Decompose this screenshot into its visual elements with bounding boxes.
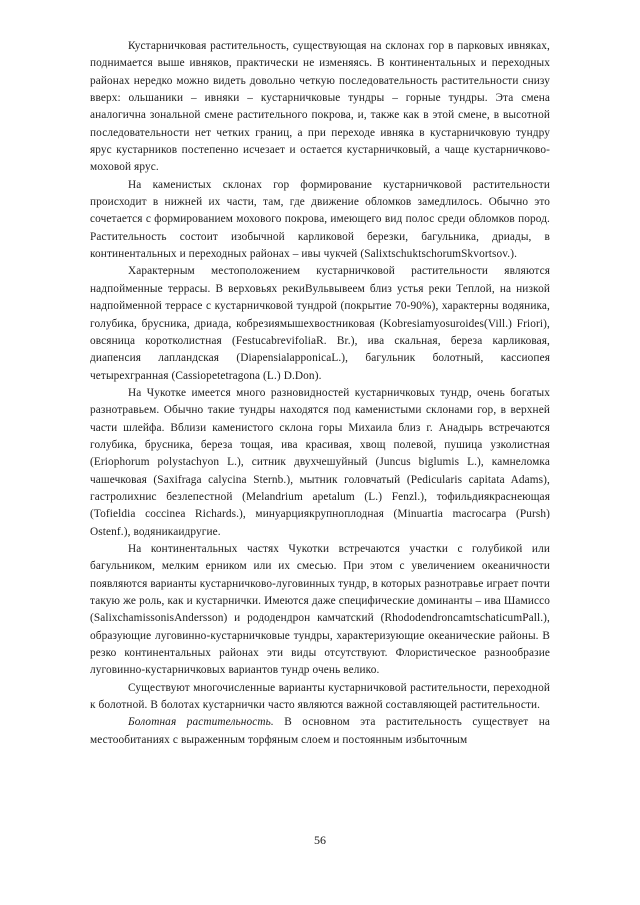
paragraph-5: На континентальных частях Чукотки встречаются участки с голубикой или багульником, мелким ерником или их смесью. При этом с увеличением океаничности появляются варианты кустарничково-луговинных тундр, в которых разнотравье играет почти такую же роль, как и кустарнички. Имеются даже специфические доминанты – ива Шамиссо (SalixchamissonisAndersson) и рододендрон камчатский (RhododendroncamtschaticumPall.), образующие луговинно-кустарничковые тундры, характеризующие океанические районы. В резко континентальных районах эти виды отсутствуют. Флористическое разнообразие луговинно-кустарничковых вариантов тундр очень велико.	[90, 542, 550, 677]
paragraph-4: На Чукотке имеется много разновидностей кустарничковых тундр, очень богатых разнотравьем. Обычно такие тундры находятся под каменистыми склонами гор, в верхней части шлейфа. Вблизи каменистого склона горы Михаила близ г. Анадырь встречаются голубика, брусника, береза тощая, ива красивая, хвощ полевой, пушица узколистная (Eriophorum polystachyon L.), ситник двухчешуйный (Juncus biglumis L.), камнеломка чашечковая (Saxifraga calycina Sternb.), мытник головчатый (Pedicularis capitata Adams), гастролихнис безлепестной (Melandrium apetalum (L.) Fenzl.), тофильдиякраснеющая (Tofieldia coccinea Richards.), минуарциякрупноплодная (Minuartia macrocarpa (Pursh) Ostenf.), водяникаидругие.	[90, 386, 550, 538]
paragraph-2: На каменистых склонах гор формирование кустарничковой растительности происходит в нижней их части, там, где движение обломков замедлилось. Обычно это сочетается с формированием мохового покрова, имеющего вид полос среди обломков пород. Растительность состоит изобычной карликовой березки, багульника, дриады, в континентальных и переходных районах – ивы чукчей (SalixtschuktschorumSkvortsov.).	[90, 178, 550, 261]
paragraph-1: Кустарничковая растительность, существующая на склонах гор в парковых ивняках, поднимается выше ивняков, практически не изменяясь. В континентальных и переходных районах нередко можно видеть довольно четкую последовательность растительности снизу вверх: ольшаники – ивняки – кустарничковые тундры – горные тундры. Эта смена аналогична зональной смене растительного покрова, и, также как в этой смене, в высотной последовательности нет четких границ, а при переходе ивняка в кустарничковую тундру ярус кустарников постепенно исчезает и остается кустарничковый, а чаще кустарничково-моховой ярус.	[90, 40, 550, 174]
page-number: 56	[314, 833, 326, 847]
page-body	[90, 38, 550, 749]
paragraph-7-text: В основном эта растительность существует на местообитаниях с выраженным торфяным слоем и постоянным избыточным	[90, 716, 550, 746]
paragraph-6: Существуют многочисленные варианты кустарничковой растительности, переходной к болотной. В болотах кустарнички часто являются важной составляющей растительности.	[90, 681, 550, 712]
paragraph-7	[90, 714, 550, 749]
section-heading-italic: Болотная растительность.	[128, 716, 274, 729]
paragraph-3: Характерным местоположением кустарничковой растительности являются надпойменные террасы. В верховьях рекиВульвывеем близ устья реки Теплой, на низкой надпойменной террасе с кустарничковой тундрой (покрытие 70-90%), характерны водяника, голубика, брусника, дриада, кобрезиямышехвостниковая (Kobresiamyosuroides(Vill.) Friori), овсяница коротколистная (FestucabrevifoliaR. Br.), ива скальная, береза карликовая, диапенсия лапландская (DiapensialapponicaL.), багульник болотный, кассиопея четырехгранная (Cassiopetetragona (L.) D.Don).	[90, 265, 550, 382]
